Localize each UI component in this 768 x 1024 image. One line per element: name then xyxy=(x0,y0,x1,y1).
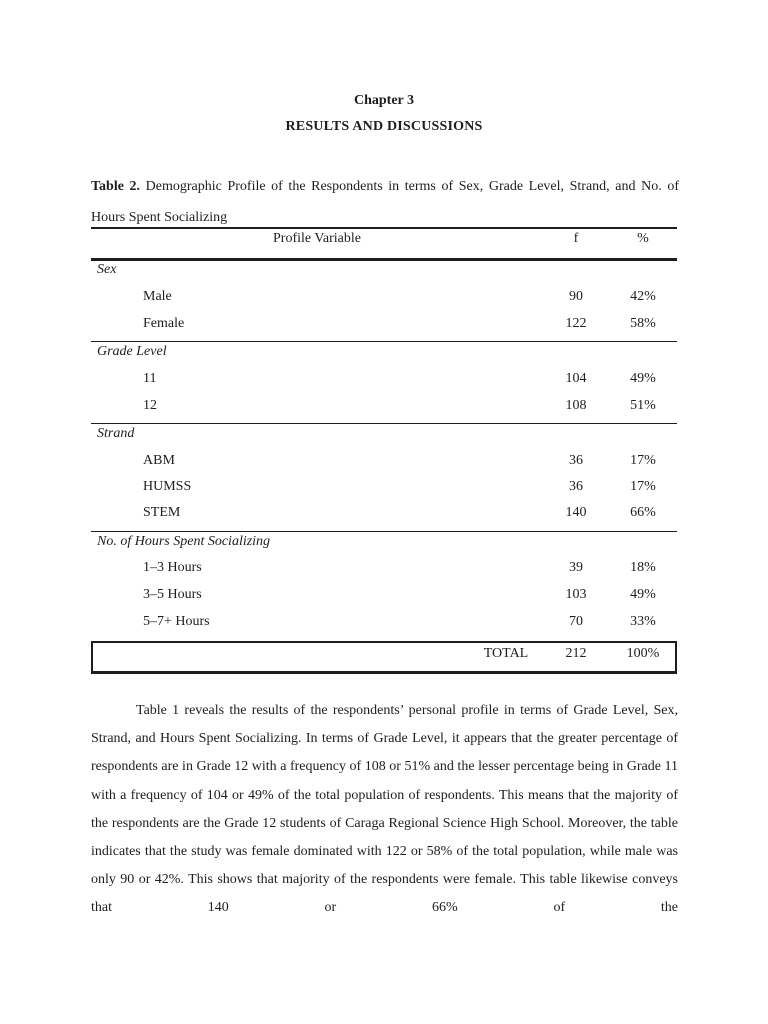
group-label-hours-socializing: No. of Hours Spent Socializing xyxy=(97,534,271,549)
group-label-sex: Sex xyxy=(97,262,117,277)
row-frequency: 36 xyxy=(569,453,583,468)
section-title: RESULTS AND DISCUSSIONS xyxy=(285,119,483,134)
row-percent: 18% xyxy=(630,560,656,575)
group-label-grade-level: Grade Level xyxy=(97,344,167,359)
row-percent: 51% xyxy=(630,398,656,413)
total-percent: 100% xyxy=(626,646,660,661)
total-row xyxy=(91,641,677,674)
row-frequency: 36 xyxy=(569,479,583,494)
chapter-heading: Chapter 3 xyxy=(353,93,415,108)
row-frequency: 103 xyxy=(565,587,587,602)
table-caption-label: Table 2. xyxy=(91,179,141,194)
row-label: Male xyxy=(143,289,172,304)
row-percent: 49% xyxy=(630,371,656,386)
group-divider xyxy=(91,423,677,424)
group-divider xyxy=(91,531,677,532)
row-frequency: 39 xyxy=(569,560,583,575)
row-frequency: 122 xyxy=(565,316,587,331)
row-label: ABM xyxy=(143,453,175,468)
row-label: 1–3 Hours xyxy=(143,560,202,575)
table-header-rule xyxy=(91,258,677,261)
row-label: HUMSS xyxy=(143,479,192,494)
row-percent: 49% xyxy=(630,587,656,602)
row-label: STEM xyxy=(143,505,181,520)
group-label-strand: Strand xyxy=(97,426,135,441)
discussion-paragraph-text: Table 1 reveals the results of the respondents’ personal profile in terms of Grade Level, Sex, Strand, and Hours Spent Socializing. In terms of Grade Level, it appears that the greater percentage of respondents are in Grade 12 with a frequency of 108 or 51% and the lesser percentage being in Grade 11 with a frequency of 104 or 49% of the total population of respondents. This means that the majority of the respondents are the Grade 12 students of Caraga Regional Science High School. Moreover, the table indicates that the study was female dominated with 122 or 58% of the total population, while male was only 90 or 42%. This shows that majority of the respondents were female. This table likewise conveys that 140 or 66% of the xyxy=(91,703,678,916)
row-frequency: 140 xyxy=(565,505,587,520)
row-frequency: 90 xyxy=(569,289,583,304)
row-percent: 42% xyxy=(630,289,656,304)
header-profile-variable: Profile Variable xyxy=(273,231,361,246)
table-caption-text: Demographic Profile of the Respondents in terms of Sex, Grade Level, Strand, and No. of Hours Spent Socializing xyxy=(91,179,679,225)
discussion-paragraph xyxy=(91,697,678,923)
total-frequency: 212 xyxy=(565,646,587,661)
row-label: 5–7+ Hours xyxy=(143,614,210,629)
table-top-rule xyxy=(91,227,677,229)
row-label: Female xyxy=(143,316,185,331)
row-percent: 17% xyxy=(630,453,656,468)
table-caption xyxy=(91,171,679,233)
row-frequency: 104 xyxy=(565,371,587,386)
group-divider xyxy=(91,341,677,342)
row-percent: 17% xyxy=(630,479,656,494)
row-percent: 58% xyxy=(630,316,656,331)
header-percent: % xyxy=(637,231,649,246)
row-label: 3–5 Hours xyxy=(143,587,202,602)
row-percent: 66% xyxy=(630,505,656,520)
row-frequency: 108 xyxy=(565,398,587,413)
header-frequency: f xyxy=(573,231,579,246)
row-frequency: 70 xyxy=(569,614,583,629)
total-label: TOTAL xyxy=(483,646,529,661)
row-percent: 33% xyxy=(630,614,656,629)
row-label: 11 xyxy=(143,371,157,386)
row-label: 12 xyxy=(143,398,157,413)
